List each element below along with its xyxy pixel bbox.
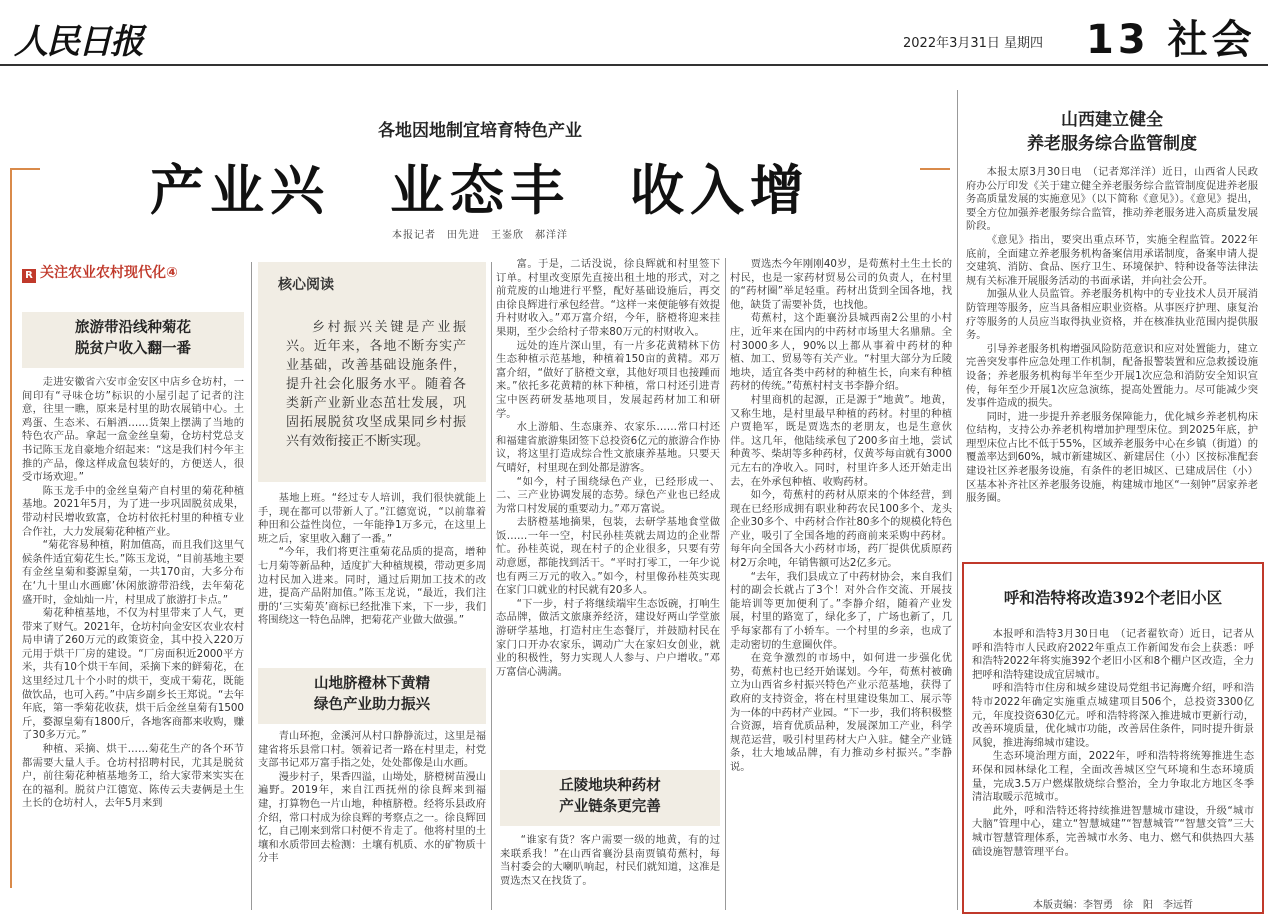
column-2-lower [258, 730, 486, 910]
article-paragraph: 如今，荀蕉村的药材从原来的个体经营，到现在已经形成拥有职业种药农民100多个、龙头企业30多个、中药材合作社80多个的规模化特色产业，吸引了全国各地的药商前来采购中药材。每年向全国各大小药材市场，药厂提供优质原药材2万余吨，年销售额可达2亿多元。 [730, 489, 952, 570]
article-paragraph: 去脐橙基地摘果，包装，去研学基地食堂做饭……一年一空，村民孙桂英就去周边的企业帮忙。孙桂英说，现在村子的企业很多，只要有劳动意愿，都能找到活干。“平时打零工，一年少说也有两三万元的收入。”如今，村里像孙桂英实现在家门口就业的村民就有20多人。 [496, 516, 720, 597]
section1-title-line2: 脱贫户收入翻一番 [75, 341, 191, 357]
series-badge-icon: R [22, 269, 36, 283]
article-paragraph: 在竞争激烈的市场中，如何进一步强化优势，荀蕉村也已经开始谋划。今年，荀蕉村被确立为山西省乡村振兴特色产业示范基地，获得了政府的支持资金，将在村里建设集加工、展示等为一体的中药材产业园。“下一步，我们将积极整合资源，培育优质品种，发展深加工产业，科学规范运营，吸引村里药材大户入驻。健全产业链条，壮大地域品牌，有力推动乡村振兴。”李静说。 [730, 652, 952, 773]
right-article2-body [972, 628, 1254, 890]
core-reading-box [258, 262, 486, 482]
masthead [0, 0, 1268, 66]
column-divider [957, 90, 958, 910]
section3-title-line1: 丘陵地块种药材 [559, 778, 661, 794]
article-paragraph: 陈玉龙手中的金丝皇菊产自村里的菊花种植基地。2021年5月，为了进一步巩固脱贫成果，带动村民增收致富，仓坊村依托村里的种植专业合作社，大力发展菊花种植产业。 [22, 484, 244, 538]
series-label [22, 262, 178, 283]
article-paragraph: 种植、采摘、烘干……菊花生产的各个环节都需要大量人手。仓坊村招聘村民，尤其是脱贫户，前往菊花种植基地务工，给大家带来实实在在的福利。脱贫户江德宽、陈传云夫妻俩是土生土长的仓坊村人，去年5月来到 [22, 743, 244, 810]
article-paragraph: 生态环境治理方面，2022年，呼和浩特将统筹推进生态环保和园林绿化工程，全面改善城区空气环境和生态环境质量，完成3.5万户燃煤散烧综合整治，全力争取北方地区冬季清洁取暖示范城市。 [972, 750, 1254, 804]
lead-byline: 本报记者 田先进 王崟欣 郝洋洋 [392, 230, 568, 241]
article-paragraph: 走进安徽省六安市金安区中店乡仓坊村，一间印有“寻味仓坊”标识的小屋引起了记者的注意，往里一瞧，原来是村里的助农展销中心。土鸡蛋、生态米、石斛酒……货架上摆满了当地的特色农产品。拿起一盒金丝皇菊，仓坊村党总支书记陈玉龙自豪地介绍起来：“这是我们村今年主推的产品，像这样成盒包装好的，方便送人，很受市场欢迎。” [22, 376, 244, 484]
article-paragraph: 贾选杰今年刚刚40岁，是荀蕉村土生土长的村民，也是一家药材贸易公司的负责人，在村里的“药材圈”举足轻重。药材出货到全国各地，找他，缺货了需要补货，也找他。 [730, 258, 952, 311]
article-paragraph: 青山环抱，金溪河从村口静静流过，这里是福建省将乐县常口村。领着记者一路在村里走，村党支部书记邓万富手指之处，处处都像是山水画。 [258, 730, 486, 770]
section3-heading [500, 770, 720, 826]
column-1 [22, 376, 244, 910]
section2-heading [258, 668, 486, 724]
page-number-section: 13 社会 [1086, 17, 1256, 63]
lead-kicker: 各地因地制宜培育特色产业 [378, 121, 582, 141]
column-2-upper [258, 492, 486, 660]
article-paragraph: 村里商机的起源，正是源于“地黄”。地黄，又称生地，是村里最早种植的药材。村里的种植户贾艳军，既是贾选杰的老朋友，也是生意伙伴。这几年，他陆续承包了200多亩土地，尝试种黄芩、柴胡等多种药材，仅黄芩每亩就有3000元左右的净收入。同时，村里许多人还开始走出去，在外承包种植、收购药材。 [730, 393, 952, 488]
article-paragraph: “去年，我们县成立了中药材协会，来自我们村的副会长就占了3个！对外合作交流、开展技能培训等更加便利了。”李静介绍，随着产业发展，村里的路宽了，绿化多了，广场也新了，几乎每家都有了小轿车。一个村里的乡亲，也成了走动密切的生意圈伙伴。 [730, 570, 952, 651]
lead-headline: 产业兴 业态丰 收入增 [40, 148, 920, 225]
article-paragraph: 《意见》指出，要突出重点环节，实施全程监管。2022年底前，全面建立养老服务机构备案信用承诺制度，备案申请人提交建筑、消防、食品、医疗卫生、环境保护、特种设备等法律法规有关标准开展服务活动的书面承诺，并向社会公开。 [966, 233, 1258, 287]
issue-date: 2022年3月31日 星期四 [903, 36, 1044, 51]
right-article2-title: 呼和浩特将改造392个老旧小区 [1003, 588, 1223, 607]
article-paragraph: “如今，村子围绕绿色产业，已经形成一、二、三产业协调发展的态势。绿色产业也已经成为常口村发展的重要动力。”邓万富说。 [496, 475, 720, 515]
core-reading-title: 核心阅读 [278, 277, 334, 293]
article-paragraph: 本报太原3月30日电 （记者郑洋洋）近日，山西省人民政府办公厅印发《关于建立健全养老服务综合监管制度促进养老服务高质量发展的实施意见》（以下简称《意见》）。《意见》提出，要全方位加强养老服务综合监管，推动养老服务进入高质量发展阶段。 [966, 166, 1258, 233]
column-divider [491, 262, 492, 910]
article-paragraph: 此外，呼和浩特还将持续推进智慧城市建设，升级“城市大脑”管理中心，建立“智慧城建”“智慧城管”“智慧交管”三大城市智慧管理体系，完善城市水务、电力、燃气和供热四大基础设施智慧管理平台。 [972, 804, 1254, 858]
article-paragraph: 水上游船、生态康养、农家乐……常口村还和福建省旅游集团签下总投资6亿元的旅游合作协议，将这里打造成综合性文旅康养基地。只要天气晴好，村里现在到处都是游客。 [496, 421, 720, 474]
article-paragraph: 本报呼和浩特3月30日电 （记者翟钦奇）近日，记者从呼和浩特市人民政府2022年重点工作新闻发布会上获悉：呼和浩特2022年将实施392个老旧小区和8个棚户区改造，全力把呼和浩特建设成宜居城市。 [972, 628, 1254, 681]
article-paragraph: 远处的连片深山里，有一片多花黄精林下仿生态种植示范基地，种植着150亩的黄精。邓万富介绍，“做好了脐橙文章，其他好项目也接踵而来。”依托多花黄精的林下种植，常口村还引进青宝中医药研发基地项目，发展起药材加工和研学。 [496, 339, 720, 420]
article-paragraph: “下一步，村子将继续端牢生态饭碗，打响生态品牌，做活文旅康养经济，建设好两山学堂旅游研学基地，打造村庄生态餐厅，并鼓励村民在家门口开办农家乐，调动广大在家妇女创业，就业的积极性，努力实现人人参与、户户增收。”邓万富信心满满。 [496, 597, 720, 678]
article-paragraph: 菊花种植基地，不仅为村里带来了人气，更带来了财气。2021年，仓坊村向金安区农业农村局申请了260万元的政策资金，其中投入220万元用于烘干厂房的建设。“厂房面积近2000平方米，共有10个烘干车间，采摘下来的鲜菊花，在这里经过几十个小时的烘干，变成干菊花，既能做饮品，也可入药。”中店乡副乡长王郑说。“去年年底，第一季菊花收获，烘干后金丝皇菊有1500斤，婺源皇菊有1800斤，各地客商都来收购，赚了30多万元。” [22, 607, 244, 742]
series-title: 关注农业农村现代化④ [40, 265, 178, 281]
article-paragraph: “菊花容易种植，附加值高，而且我们这里气候条件适宜菊花生长。”陈玉龙说，“目前基地主要有金丝皇菊和婺源皇菊，一共170亩，大多分布在‘九十里山水画廊’休闲旅游带沿线，去年菊花盛开时，金灿灿一片，村里成了旅游打卡点。” [22, 539, 244, 606]
column-3-lower [500, 834, 720, 910]
article-paragraph: 基地上班。“经过专人培训，我们很快就能上手，现在都可以带新人了。”江德宽说，“以前靠着种田和公益性岗位，一年能挣1万多元，在这里上班之后，家里收入翻了一番。” [258, 492, 486, 545]
article-paragraph: “今年，我们将更注重菊花品质的提高，增种七月菊等新品种，适度扩大种植规模，带动更多周边村民加入进来。同时，通过后期加工技术的改进，提高产品附加值。”陈玉龙说，“最近，我们注册的‘三实菊英’商标已经批准下来，下一步，我们将围绕这一特色品牌，把菊花产业做大做强。” [258, 546, 486, 627]
section2-title-line1: 山地脐橙林下黄精 [314, 676, 430, 692]
section3-title-line2: 产业链条更完善 [559, 799, 661, 815]
section2-title-line2: 绿色产业助力振兴 [314, 697, 430, 713]
right-article1-title-line1: 山西建立健全 [1061, 110, 1163, 130]
article-paragraph: 同时，进一步提升养老服务保障能力，优化城乡养老机构床位结构，支持公办养老机构增加护理型床位。到2025年底，护理型床位占比不低于55%，区域养老服务中心在乡镇（街道）的覆盖率达到60%，城市新建城区、新建居住（小）区按标准配套建设社区养老服务设施，有条件的老旧城区、已建成居住（小）区基本补齐社区养老服务设施，构建城市地区“一刻钟”居家养老服务圈。 [966, 410, 1258, 505]
right-article1-body [966, 166, 1258, 552]
highlighted-article-box [962, 562, 1264, 914]
right-article1-title-line2: 养老服务综合监管制度 [1027, 134, 1197, 154]
newspaper-logo: 人民日报 [14, 22, 142, 62]
article-paragraph: 富。于是，二话没说，徐良辉就和村里签下订单。村里改变原先直接出租土地的形式，对之前荒废的山地进行平整，配好基础设施后，再交由徐良辉进行承包经营。“这样一来便能够有效提升村财收入。”邓万富介绍，今年，脐橙将迎来挂果期，至少会给村子带来80万元的村财收入。 [496, 258, 720, 338]
article-paragraph: 荀蕉村，这个距襄汾县城西南2公里的小村庄，近年来在国内的中药材市场里大名鼎鼎。全村3000多人，90%以上都从事着中药材的种植、加工、贸易等有关产业。“村里大部分为丘陵地块，适宜各类中药材的种植生长，向来有种植药材的传统。”荀蕉村村支书李静介绍。 [730, 312, 952, 393]
column-4 [730, 258, 952, 910]
article-paragraph: 漫步村子，果香四溢，山坳处，脐橙树苗漫山遍野。2019年，来自江西抚州的徐良辉来到福建，打算物色一片山地，种植脐橙。经将乐县政府介绍，常口村成为徐良辉的考察点之一。徐良辉回忆，自己刚来到常口村便不肯走了。他将村里的土壤和水质带回去检测：土壤有机质、水的矿物质十分丰 [258, 770, 486, 865]
article-paragraph: 加强从业人员监管。养老服务机构中的专业技术人员开展消防管理等服务，应当具备相应职业资格。从事医疗护理、康复治疗等服务的人员应当取得执业资格，并在核准执业范围内提供服务。 [966, 288, 1258, 342]
column-divider [725, 258, 726, 910]
page-editors: 本版责编：李智勇 徐 阳 李远哲 [1033, 900, 1193, 911]
section1-title-line1: 旅游带沿线种菊花 [75, 320, 191, 336]
article-paragraph: 引导养老服务机构增强风险防范意识和应对处置能力，建立完善突发事件应急处理工作机制，配备报警装置和应急救援设施设备；养老服务机构每半年至少开展1次应急和消防安全知识宣传，每年至少开展1次应急演练，提高处置能力。尽可能减少突发事件造成的损失。 [966, 342, 1258, 410]
core-reading-text: 乡村振兴关键是产业振兴。近年来，各地不断夯实产业基础，改善基础设施条件，提升社会化服务水平。随着各类新产业新业态茁壮发展，巩固拓展脱贫攻坚成果同乡村振兴有效衔接正不断实现。 [286, 320, 466, 449]
column-divider [251, 262, 252, 910]
right-article1-title [972, 108, 1252, 156]
article-paragraph: “谁家有货？客户需要一级的地黄，有的过来联系我！”在山西省襄汾县南贾镇荀蕉村，每当村委会的大喇叭响起，村民们就知道，这准是贾选杰又在找货了。 [500, 834, 720, 887]
article-paragraph: 呼和浩特市住房和城乡建设局党组书记海鹰介绍，呼和浩特市2022年确定实施重点城建项目506个，总投资3300亿元，年度投资630亿元。呼和浩特将深入推进城市更新行动，改善环境质量，优化城市功能，改善居住条件，同时提升街景风貌，推进海绵城市建设。 [972, 682, 1254, 749]
section1-heading [22, 312, 244, 368]
